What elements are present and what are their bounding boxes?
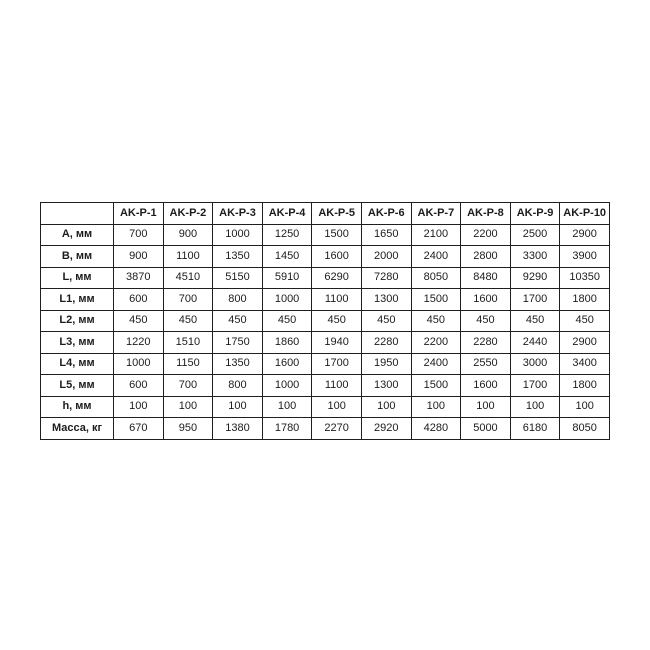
table-row xyxy=(41,267,610,289)
table-cell: 1510 xyxy=(163,332,213,354)
table-row xyxy=(41,418,610,440)
table-cell: 100 xyxy=(361,396,411,418)
column-header: AK-P-1 xyxy=(114,203,164,225)
table-cell: 5150 xyxy=(213,267,263,289)
table-cell: 2400 xyxy=(411,353,461,375)
table-cell: 450 xyxy=(213,310,263,332)
row-label: L3, мм xyxy=(41,332,114,354)
table-cell: 1780 xyxy=(262,418,312,440)
table-cell: 1150 xyxy=(163,353,213,375)
table-row xyxy=(41,289,610,311)
table-cell: 7280 xyxy=(361,267,411,289)
table-row xyxy=(41,310,610,332)
table-cell: 1700 xyxy=(510,289,560,311)
table-cell: 3900 xyxy=(560,246,610,268)
table-cell: 1700 xyxy=(510,375,560,397)
table-cell: 100 xyxy=(213,396,263,418)
table-cell: 900 xyxy=(114,246,164,268)
table-row xyxy=(41,396,610,418)
table-cell: 1600 xyxy=(461,289,511,311)
table-cell: 3300 xyxy=(510,246,560,268)
column-header: AK-P-3 xyxy=(213,203,263,225)
table-cell: 4510 xyxy=(163,267,213,289)
column-header: AK-P-4 xyxy=(262,203,312,225)
table-cell: 2270 xyxy=(312,418,362,440)
table-cell: 1450 xyxy=(262,246,312,268)
table-cell: 450 xyxy=(312,310,362,332)
table-cell: 1750 xyxy=(213,332,263,354)
table-cell: 450 xyxy=(461,310,511,332)
table-cell: 2280 xyxy=(461,332,511,354)
table-cell: 1000 xyxy=(213,224,263,246)
table-cell: 450 xyxy=(262,310,312,332)
column-header: AK-P-8 xyxy=(461,203,511,225)
table-cell: 2000 xyxy=(361,246,411,268)
table-cell: 2200 xyxy=(411,332,461,354)
column-header: AK-P-5 xyxy=(312,203,362,225)
corner-cell xyxy=(41,203,114,225)
table-cell: 1600 xyxy=(461,375,511,397)
table-row xyxy=(41,353,610,375)
table-cell: 2100 xyxy=(411,224,461,246)
table-cell: 2800 xyxy=(461,246,511,268)
table-cell: 450 xyxy=(361,310,411,332)
table-cell: 1000 xyxy=(262,375,312,397)
table-cell: 3870 xyxy=(114,267,164,289)
table-cell: 700 xyxy=(163,375,213,397)
table-cell: 1000 xyxy=(262,289,312,311)
table-cell: 1000 xyxy=(114,353,164,375)
table-row xyxy=(41,246,610,268)
table-cell: 8480 xyxy=(461,267,511,289)
column-header: AK-P-6 xyxy=(361,203,411,225)
table-cell: 100 xyxy=(312,396,362,418)
table-cell: 2200 xyxy=(461,224,511,246)
table-cell: 1940 xyxy=(312,332,362,354)
table-cell: 1500 xyxy=(411,375,461,397)
table-cell: 1100 xyxy=(163,246,213,268)
table-cell: 100 xyxy=(411,396,461,418)
table-cell: 600 xyxy=(114,289,164,311)
table-cell: 900 xyxy=(163,224,213,246)
table-cell: 1350 xyxy=(213,246,263,268)
table-cell: 2400 xyxy=(411,246,461,268)
table-cell: 800 xyxy=(213,289,263,311)
table-cell: 2920 xyxy=(361,418,411,440)
row-label: h, мм xyxy=(41,396,114,418)
table-cell: 100 xyxy=(114,396,164,418)
table-cell: 1500 xyxy=(312,224,362,246)
table-cell: 8050 xyxy=(560,418,610,440)
column-header: AK-P-10 xyxy=(560,203,610,225)
table-cell: 100 xyxy=(262,396,312,418)
table-cell: 2900 xyxy=(560,332,610,354)
table-cell: 450 xyxy=(510,310,560,332)
table-cell: 100 xyxy=(510,396,560,418)
table-cell: 950 xyxy=(163,418,213,440)
table-cell: 6180 xyxy=(510,418,560,440)
table-cell: 2280 xyxy=(361,332,411,354)
table-cell: 8050 xyxy=(411,267,461,289)
table-cell: 3000 xyxy=(510,353,560,375)
table-cell: 2440 xyxy=(510,332,560,354)
table-cell: 2500 xyxy=(510,224,560,246)
table-cell: 450 xyxy=(411,310,461,332)
table-cell: 600 xyxy=(114,375,164,397)
spec-table xyxy=(40,202,610,440)
table-cell: 6290 xyxy=(312,267,362,289)
table-cell: 1380 xyxy=(213,418,263,440)
table-cell: 1700 xyxy=(312,353,362,375)
row-label: L5, мм xyxy=(41,375,114,397)
table-cell: 670 xyxy=(114,418,164,440)
column-header: AK-P-9 xyxy=(510,203,560,225)
table-cell: 1500 xyxy=(411,289,461,311)
header-row xyxy=(41,203,610,225)
table-cell: 1800 xyxy=(560,375,610,397)
table-cell: 100 xyxy=(163,396,213,418)
table-cell: 1650 xyxy=(361,224,411,246)
table-cell: 1950 xyxy=(361,353,411,375)
table-cell: 10350 xyxy=(560,267,610,289)
table-cell: 3400 xyxy=(560,353,610,375)
table-cell: 450 xyxy=(163,310,213,332)
table-cell: 1100 xyxy=(312,375,362,397)
table-cell: 1300 xyxy=(361,375,411,397)
table-cell: 100 xyxy=(560,396,610,418)
table-row xyxy=(41,375,610,397)
table-body xyxy=(41,224,610,439)
row-label: L1, мм xyxy=(41,289,114,311)
table-cell: 1860 xyxy=(262,332,312,354)
table-cell: 100 xyxy=(461,396,511,418)
table-cell: 5910 xyxy=(262,267,312,289)
row-label: L4, мм xyxy=(41,353,114,375)
table-cell: 1220 xyxy=(114,332,164,354)
table-cell: 1600 xyxy=(312,246,362,268)
table-cell: 2550 xyxy=(461,353,511,375)
column-header: AK-P-2 xyxy=(163,203,213,225)
table-cell: 450 xyxy=(114,310,164,332)
table-cell: 1350 xyxy=(213,353,263,375)
table-cell: 1250 xyxy=(262,224,312,246)
row-label: L, мм xyxy=(41,267,114,289)
table-cell: 1800 xyxy=(560,289,610,311)
column-header: AK-P-7 xyxy=(411,203,461,225)
table-cell: 700 xyxy=(114,224,164,246)
row-label: Масса, кг xyxy=(41,418,114,440)
table-row xyxy=(41,332,610,354)
row-label: L2, мм xyxy=(41,310,114,332)
table-cell: 5000 xyxy=(461,418,511,440)
table-cell: 1600 xyxy=(262,353,312,375)
table-cell: 1100 xyxy=(312,289,362,311)
table-cell: 2900 xyxy=(560,224,610,246)
table-cell: 9290 xyxy=(510,267,560,289)
row-label: В, мм xyxy=(41,246,114,268)
table-cell: 4280 xyxy=(411,418,461,440)
table-cell: 800 xyxy=(213,375,263,397)
table-cell: 450 xyxy=(560,310,610,332)
row-label: А, мм xyxy=(41,224,114,246)
table-cell: 700 xyxy=(163,289,213,311)
table-row xyxy=(41,224,610,246)
table-cell: 1300 xyxy=(361,289,411,311)
